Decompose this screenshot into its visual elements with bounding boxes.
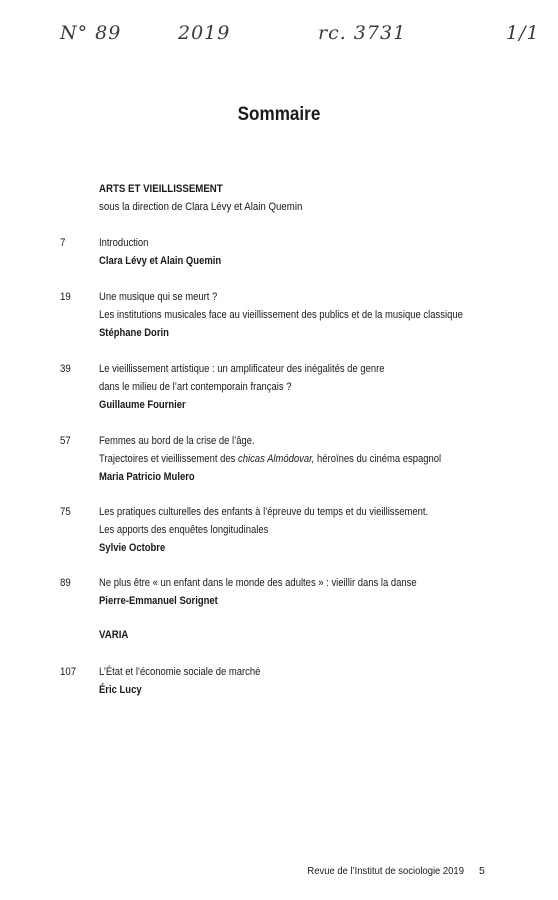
entry-content (99, 574, 468, 610)
entry-page-number: 19 (60, 291, 71, 303)
page-title: Sommaire (237, 104, 321, 125)
entry-author: Maria Patricio Mulero (99, 471, 195, 483)
entry-title-line: Une musique qui se meurt ? (99, 291, 218, 303)
entry-title-line (99, 450, 441, 468)
entry-title-line: Le vieillissement artistique : un amplificateur des inégalités de genre (99, 363, 385, 375)
entry-content (99, 288, 522, 342)
entry-author: Stéphane Dorin (99, 327, 169, 339)
entry-title-line: Les pratiques culturelles des enfants à l’épreuve du temps et du vieillissement. (99, 506, 429, 518)
footer-page-number: 5 (479, 865, 485, 877)
entry-page-number: 7 (60, 237, 66, 249)
entry-page-number: 75 (60, 506, 71, 518)
entry-title-line: Les institutions musicales face au vieillissement des publics et de la musique classique (99, 309, 463, 321)
entry-content (99, 234, 241, 270)
handwritten-year: 2019 (178, 22, 231, 44)
section-header-arts (99, 180, 330, 216)
entry-page-number: 89 (60, 577, 71, 589)
entry-content (99, 360, 431, 414)
section-header-varia (99, 626, 132, 644)
section-subheading: sous la direction de Clara Lévy et Alain Quemin (99, 201, 303, 213)
italic-film-reference: chicas Almódovar, (237, 453, 315, 465)
entry-title-line: L’État et l’économie sociale de marché (99, 666, 261, 678)
handwritten-reference: rc. 3731 (318, 22, 407, 44)
entry-content (99, 663, 287, 699)
entry-page-number: 39 (60, 363, 71, 375)
entry-title-line: Ne plus être « un enfant dans le monde des adultes » : vieillir dans la danse (99, 577, 417, 589)
handwritten-issue-number: N° 89 (60, 22, 122, 44)
section-heading: VARIA (99, 629, 129, 641)
section-heading: ARTS ET VIEILLISSEMENT (99, 183, 223, 195)
entry-author: Éric Lucy (99, 684, 142, 696)
entry-title-line: Femmes au bord de la crise de l’âge. (99, 435, 255, 447)
entry-content (99, 503, 482, 557)
entry-content (99, 432, 497, 486)
entry-author: Sylvie Octobre (99, 542, 166, 554)
entry-title-line-emphasis: Trajectoires et vieillissement des chicas Almódovar, héroïnes du cinéma espagnol (99, 453, 442, 465)
entry-author: Pierre-Emmanuel Sorignet (99, 595, 218, 607)
entry-title-line: Les apports des enquêtes longitudinales (99, 524, 269, 536)
entry-title-line: Introduction (99, 237, 149, 249)
handwritten-copy-count: 1/1 (506, 22, 540, 44)
footer-journal-title: Revue de l’Institut de sociologie 2019 (307, 865, 464, 877)
entry-page-number: 107 (60, 666, 77, 678)
entry-author: Clara Lévy et Alain Quemin (99, 255, 222, 267)
entry-page-number: 57 (60, 435, 71, 447)
entry-title-line: dans le milieu de l’art contemporain français ? (99, 381, 292, 393)
entry-author: Guillaume Fournier (99, 399, 186, 411)
